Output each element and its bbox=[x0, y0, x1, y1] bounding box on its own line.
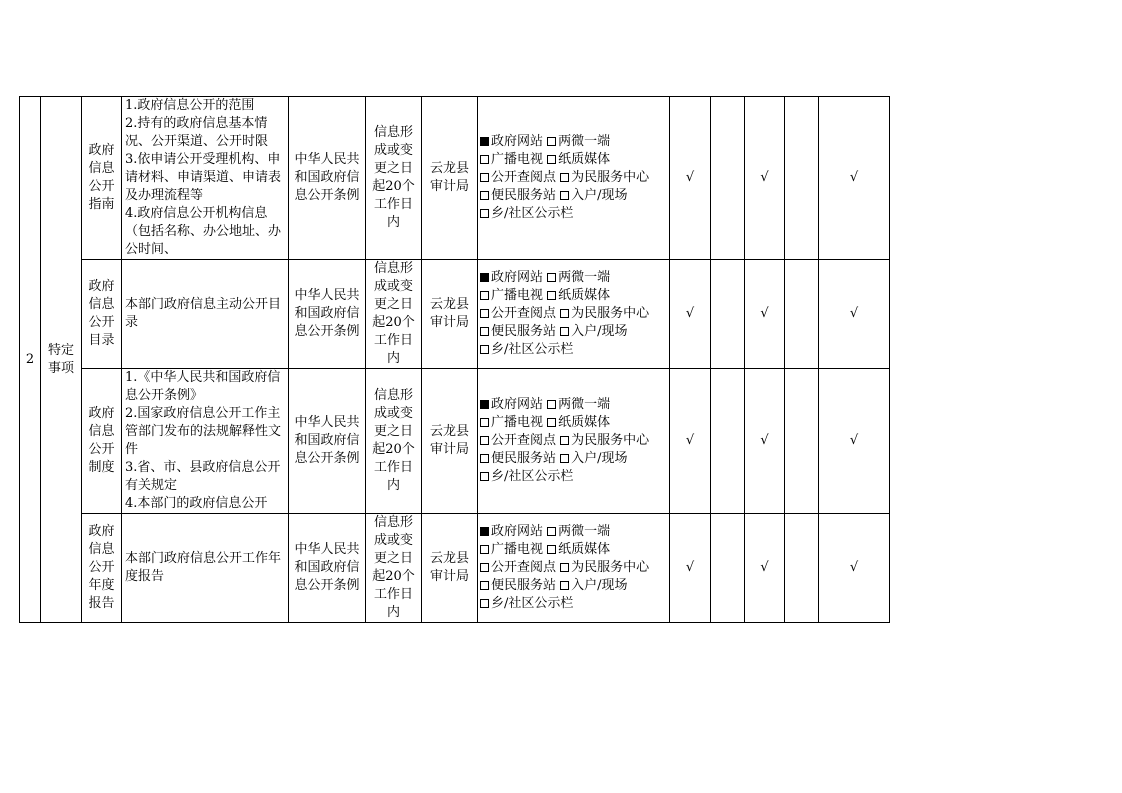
unchecked-box-icon bbox=[547, 545, 556, 554]
check-cell: √ bbox=[819, 97, 890, 260]
check-cell: √ bbox=[745, 514, 785, 623]
channel-label: 便民服务站 bbox=[491, 578, 557, 593]
channel-label: 入户/现场 bbox=[571, 324, 628, 339]
checked-box-icon bbox=[480, 273, 489, 282]
unchecked-box-icon bbox=[480, 155, 489, 164]
channel-label: 便民服务站 bbox=[491, 188, 557, 203]
unchecked-box-icon bbox=[547, 400, 556, 409]
unchecked-box-icon bbox=[480, 345, 489, 354]
unchecked-box-icon bbox=[547, 418, 556, 427]
empty-cell bbox=[785, 97, 819, 260]
channel-label: 公开查阅点 bbox=[491, 306, 557, 321]
unchecked-box-icon bbox=[480, 436, 489, 445]
item-name-cell: 政府信息公开制度 bbox=[82, 369, 122, 514]
table-row bbox=[20, 260, 890, 369]
channels-cell bbox=[478, 369, 670, 514]
channel-label: 入户/现场 bbox=[571, 578, 628, 593]
empty-cell bbox=[785, 369, 819, 514]
check-cell: √ bbox=[670, 369, 711, 514]
empty-cell bbox=[711, 514, 745, 623]
unchecked-box-icon bbox=[560, 173, 569, 182]
check-cell: √ bbox=[819, 514, 890, 623]
unchecked-box-icon bbox=[560, 581, 569, 590]
checked-box-icon bbox=[480, 527, 489, 536]
unchecked-box-icon bbox=[480, 545, 489, 554]
unchecked-box-icon bbox=[560, 327, 569, 336]
unchecked-box-icon bbox=[480, 191, 489, 200]
subject-cell: 云龙县审计局 bbox=[422, 260, 478, 369]
basis-cell: 中华人民共和国政府信息公开条例 bbox=[289, 97, 366, 260]
empty-cell bbox=[711, 369, 745, 514]
checked-box-icon bbox=[480, 400, 489, 409]
channel-label: 乡/社区公示栏 bbox=[491, 596, 574, 611]
unchecked-box-icon bbox=[547, 291, 556, 300]
disclosure-table bbox=[19, 96, 890, 623]
channel-label: 乡/社区公示栏 bbox=[491, 469, 574, 484]
channel-label: 公开查阅点 bbox=[491, 170, 557, 185]
time-limit-cell: 信息形成或变更之日起20个工作日内 bbox=[366, 97, 422, 260]
channel-label: 两微一端 bbox=[558, 270, 611, 285]
channel-label: 入户/现场 bbox=[571, 188, 628, 203]
unchecked-box-icon bbox=[560, 191, 569, 200]
channel-label: 广播电视 bbox=[491, 415, 544, 430]
channel-label: 便民服务站 bbox=[491, 451, 557, 466]
subject-cell: 云龙县审计局 bbox=[422, 514, 478, 623]
unchecked-box-icon bbox=[547, 273, 556, 282]
channel-label: 两微一端 bbox=[558, 524, 611, 539]
basis-cell: 中华人民共和国政府信息公开条例 bbox=[289, 514, 366, 623]
channel-label: 公开查阅点 bbox=[491, 560, 557, 575]
channel-label: 纸质媒体 bbox=[558, 152, 611, 167]
empty-cell bbox=[785, 514, 819, 623]
channel-label: 纸质媒体 bbox=[558, 288, 611, 303]
empty-cell bbox=[711, 260, 745, 369]
unchecked-box-icon bbox=[480, 309, 489, 318]
channel-label: 政府网站 bbox=[491, 270, 544, 285]
item-name-cell: 政府信息公开目录 bbox=[82, 260, 122, 369]
check-cell: √ bbox=[745, 369, 785, 514]
basis-cell: 中华人民共和国政府信息公开条例 bbox=[289, 369, 366, 514]
item-name-cell: 政府信息公开指南 bbox=[82, 97, 122, 260]
channel-label: 为民服务中心 bbox=[571, 306, 650, 321]
channel-label: 为民服务中心 bbox=[571, 170, 650, 185]
channel-label: 乡/社区公示栏 bbox=[491, 342, 574, 357]
channel-label: 公开查阅点 bbox=[491, 433, 557, 448]
row-number: 2 bbox=[20, 97, 41, 623]
channel-label: 广播电视 bbox=[491, 152, 544, 167]
content-cell: 本部门政府信息公开工作年度报告 bbox=[122, 514, 289, 623]
check-cell: √ bbox=[670, 260, 711, 369]
channel-label: 纸质媒体 bbox=[558, 415, 611, 430]
time-limit-cell: 信息形成或变更之日起20个工作日内 bbox=[366, 514, 422, 623]
channel-label: 便民服务站 bbox=[491, 324, 557, 339]
channel-label: 广播电视 bbox=[491, 288, 544, 303]
check-cell: √ bbox=[745, 260, 785, 369]
unchecked-box-icon bbox=[547, 155, 556, 164]
category-cell: 特定事项 bbox=[41, 97, 82, 623]
unchecked-box-icon bbox=[480, 327, 489, 336]
unchecked-box-icon bbox=[480, 209, 489, 218]
channel-label: 乡/社区公示栏 bbox=[491, 206, 574, 221]
time-limit-cell: 信息形成或变更之日起20个工作日内 bbox=[366, 260, 422, 369]
unchecked-box-icon bbox=[480, 599, 489, 608]
subject-cell: 云龙县审计局 bbox=[422, 97, 478, 260]
content-cell: 1.《中华人民共和国政府信息公开条例》 2.国家政府信息公开工作主管部门发布的法规解释性文件 3.省、市、县政府信息公开有关规定 4.本部门的政府信息公开 bbox=[122, 369, 289, 514]
channel-label: 政府网站 bbox=[491, 397, 544, 412]
basis-cell: 中华人民共和国政府信息公开条例 bbox=[289, 260, 366, 369]
unchecked-box-icon bbox=[560, 563, 569, 572]
unchecked-box-icon bbox=[480, 581, 489, 590]
channels-cell bbox=[478, 97, 670, 260]
empty-cell bbox=[785, 260, 819, 369]
unchecked-box-icon bbox=[560, 436, 569, 445]
channel-label: 入户/现场 bbox=[571, 451, 628, 466]
content-cell: 1.政府信息公开的范围 2.持有的政府信息基本情况、公开渠道、公开时限 3.依申请公开受理机构、申请材料、申请渠道、申请表及办理流程等 4.政府信息公开机构信息（包括名称、办公地址、办公时间、 bbox=[122, 97, 289, 260]
unchecked-box-icon bbox=[547, 137, 556, 146]
channel-label: 两微一端 bbox=[558, 397, 611, 412]
subject-cell: 云龙县审计局 bbox=[422, 369, 478, 514]
table-row bbox=[20, 514, 890, 623]
checked-box-icon bbox=[480, 137, 489, 146]
channel-label: 为民服务中心 bbox=[571, 560, 650, 575]
unchecked-box-icon bbox=[480, 563, 489, 572]
unchecked-box-icon bbox=[547, 527, 556, 536]
channel-label: 政府网站 bbox=[491, 134, 544, 149]
unchecked-box-icon bbox=[560, 309, 569, 318]
check-cell: √ bbox=[819, 260, 890, 369]
check-cell: √ bbox=[670, 97, 711, 260]
channels-cell bbox=[478, 260, 670, 369]
table-row bbox=[20, 97, 890, 260]
unchecked-box-icon bbox=[480, 291, 489, 300]
channel-label: 为民服务中心 bbox=[571, 433, 650, 448]
check-cell: √ bbox=[670, 514, 711, 623]
unchecked-box-icon bbox=[560, 454, 569, 463]
unchecked-box-icon bbox=[480, 173, 489, 182]
empty-cell bbox=[711, 97, 745, 260]
check-cell: √ bbox=[819, 369, 890, 514]
table-row bbox=[20, 369, 890, 514]
channel-label: 两微一端 bbox=[558, 134, 611, 149]
channel-label: 政府网站 bbox=[491, 524, 544, 539]
time-limit-cell: 信息形成或变更之日起20个工作日内 bbox=[366, 369, 422, 514]
check-cell: √ bbox=[745, 97, 785, 260]
unchecked-box-icon bbox=[480, 418, 489, 427]
channel-label: 广播电视 bbox=[491, 542, 544, 557]
item-name-cell: 政府信息公开年度报告 bbox=[82, 514, 122, 623]
unchecked-box-icon bbox=[480, 472, 489, 481]
channel-label: 纸质媒体 bbox=[558, 542, 611, 557]
channels-cell bbox=[478, 514, 670, 623]
content-cell: 本部门政府信息主动公开目录 bbox=[122, 260, 289, 369]
unchecked-box-icon bbox=[480, 454, 489, 463]
